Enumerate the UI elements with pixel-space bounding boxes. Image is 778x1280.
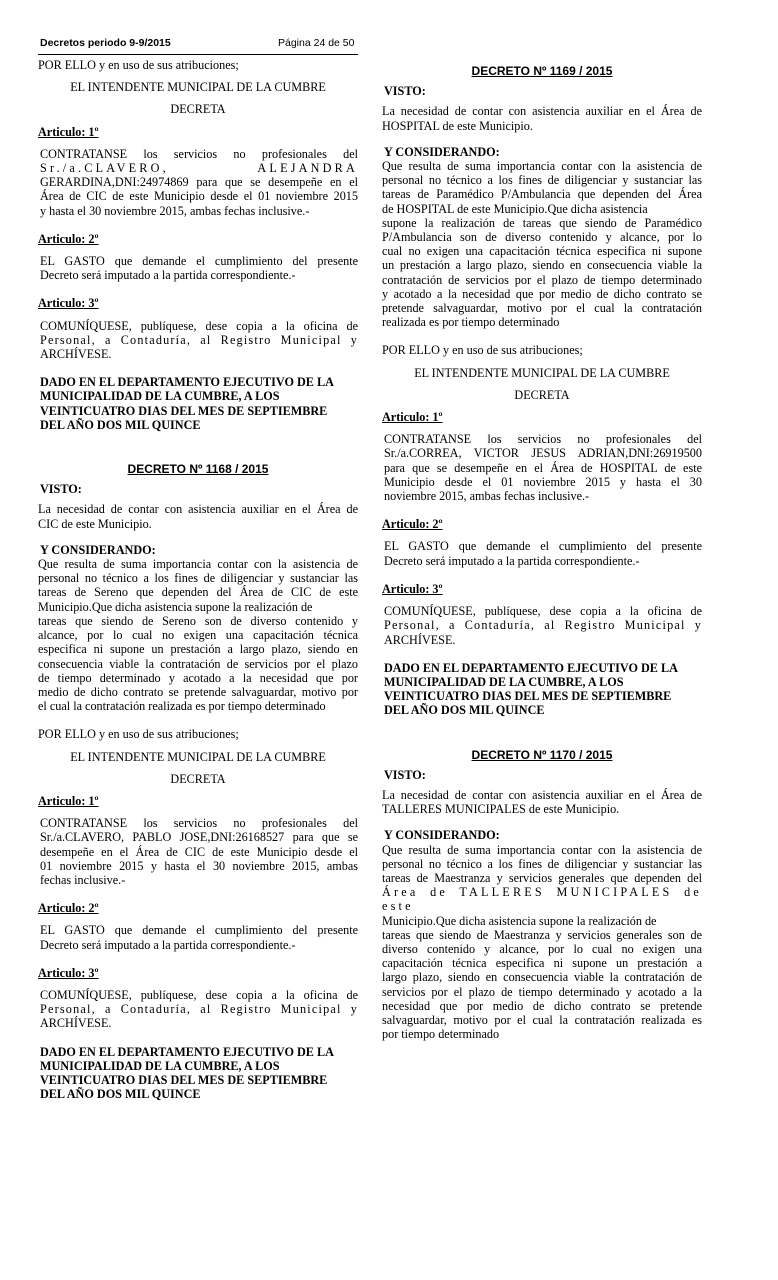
text-line: La necesidad de contar con asistencia auxiliar en el Área de (382, 787, 702, 802)
text-line: COMUNÍQUESE, publíquese, dese copia a la oficina de (40, 318, 358, 333)
closing-line: DEL AÑO DOS MIL QUINCE (40, 417, 201, 432)
text-line: La necesidad de contar con asistencia auxiliar en el Área de (382, 104, 702, 119)
text-line: CONTRATANSE los servicios no profesionales del (40, 816, 358, 831)
decreto-1168-title: DECRETO Nº 1168 / 2015 (127, 462, 269, 477)
text-line: el cual la contratación realizada es por tiempo determinado (38, 699, 326, 714)
article-3-body (38, 988, 358, 1031)
text-line: de HOSPITAL de este Municipio.Que dicha asistencia (382, 201, 648, 216)
page-header (38, 36, 358, 55)
closing-block (382, 661, 702, 718)
text-line: fechas inclusive.- (40, 872, 126, 887)
por-ello-text: POR ELLO y en uso de sus atribuciones; (38, 58, 239, 72)
visto-heading: VISTO: (384, 767, 426, 782)
right-column (382, 64, 702, 1041)
closing-line: VEINTICUATRO DIAS DEL MES DE SEPTIEMBRE (40, 403, 328, 418)
text-line: EL GASTO que demande el cumplimiento del presente (40, 923, 358, 938)
text-line: salvaguardar, motivo por el cual la contratación realizada es (382, 1012, 702, 1027)
visto-heading: VISTO: (384, 84, 426, 99)
decreta-text: DECRETA (170, 102, 226, 117)
text-line: Sr./a.CLAVERO, PABLO JOSE,DNI:26168527 para que se (40, 830, 358, 845)
intendente-text: EL INTENDENTE MUNICIPAL DE LA CUMBRE (414, 365, 670, 380)
decreta-text: DECRETA (514, 387, 570, 402)
text-line: y acotado a la necesidad que por medio de dicho contrato se (382, 286, 702, 301)
decreto-1170-title: DECRETO Nº 1170 / 2015 (471, 747, 613, 762)
closing-line: MUNICIPALIDAD DE LA CUMBRE, A LOS (40, 1058, 280, 1073)
visto-body (382, 788, 702, 816)
text-line: Decreto será imputado a la partida correspondiente.- (384, 553, 640, 568)
visto-body (38, 502, 358, 530)
article-1-body (38, 147, 358, 218)
closing-line: VEINTICUATRO DIAS DEL MES DE SEPTIEMBRE (40, 1072, 328, 1087)
text-line: de tiempo determinado y acotado a la necesidad que por (38, 670, 358, 685)
article-2-heading: Articulo: 2º (382, 517, 443, 532)
closing-line: MUNICIPALIDAD DE LA CUMBRE, A LOS (384, 674, 624, 689)
closing-block (38, 1045, 358, 1102)
article-2-body (38, 254, 358, 282)
left-column (38, 58, 358, 1101)
text-line: servicios por el plazo de tiempo determinado y acotado a la (382, 984, 702, 999)
article-1-body (38, 816, 358, 887)
text-line: contratación de servicios por el plazo de tiempo determinado (382, 272, 702, 287)
text-line: Que resulta de suma importancia contar con la asistencia de (38, 557, 358, 572)
text-line: COMUNÍQUESE, publíquese, dese copia a la oficina de (384, 604, 702, 619)
considerando-body (38, 557, 358, 713)
por-ello-text: POR ELLO y en uso de sus atribuciones; (382, 343, 583, 358)
text-line: capacitación técnica especifica ni supone un prestación a (382, 956, 702, 971)
text-line: Personal, a Contaduría, al Registro Municipal y (384, 618, 702, 633)
text-line: supone la realización de tareas que siendo de Paramédico (382, 215, 702, 230)
article-2-body (382, 539, 702, 567)
text-line: noviembre 2015, ambas fechas inclusive.- (384, 489, 590, 504)
decreto-1169-title: DECRETO Nº 1169 / 2015 (471, 64, 613, 78)
text-line: P/Ambulancia son de diverso contenido y alcance, por lo (382, 230, 702, 245)
closing-line: DEL AÑO DOS MIL QUINCE (40, 1087, 201, 1102)
text-line: CONTRATANSE los servicios no profesionales del (40, 146, 358, 161)
text-line: personal no técnico a los fines de diligenciar y sustanciar las (382, 173, 702, 188)
article-3-heading: Articulo: 3º (38, 965, 99, 980)
text-line: especifica ni supone un prestación a largo plazo, siendo en (38, 642, 358, 657)
text-line: Área de TALLERES MUNICIPALES de este (382, 885, 702, 914)
text-line: Que resulta de suma importancia contar con la asistencia de (382, 159, 702, 174)
article-3-body (382, 604, 702, 647)
text-line: realizada es por tiempo determinado (382, 315, 560, 330)
text-line: Personal, a Contaduría, al Registro Municipal y (40, 332, 358, 347)
text-line: pretende salvaguardar, motivo por el cual la contratación (382, 301, 702, 316)
text-line: personal no técnico a los fines de diligenciar y sustanciar las (38, 571, 358, 586)
closing-line: DEL AÑO DOS MIL QUINCE (384, 703, 545, 718)
text-line: Decreto será imputado a la partida correspondiente.- (40, 268, 296, 283)
text-line: alcance, por lo cual no exigen una capacitación técnica (38, 628, 358, 643)
closing-line: MUNICIPALIDAD DE LA CUMBRE, A LOS (40, 389, 280, 404)
text-line: Sr./a.CLAVERO, ALEJANDRA (40, 161, 358, 176)
text-line: diverso contenido y alcance, por lo cual no exigen una (382, 941, 702, 956)
text-line: EL GASTO que demande el cumplimiento del presente (40, 254, 358, 269)
text-line: TALLERES MUNICIPALES de este Municipio. (382, 802, 620, 817)
text-line: personal no técnico a los fines de diligenciar y sustanciar las (382, 856, 702, 871)
article-1-heading: Articulo: 1º (38, 124, 99, 139)
article-2-body (38, 923, 358, 951)
considerando-heading: Y CONSIDERANDO: (40, 542, 156, 557)
article-1-heading: Articulo: 1º (382, 410, 443, 425)
text-line: y hasta el 30 noviembre 2015, ambas fechas inclusive.- (40, 203, 310, 218)
intendente-text: EL INTENDENTE MUNICIPAL DE LA CUMBRE (70, 80, 326, 95)
article-2-heading: Articulo: 2º (38, 901, 99, 916)
text-line: tareas de Sereno que dependen del Área de CIC de este (38, 585, 358, 600)
closing-line: DADO EN EL DEPARTAMENTO EJECUTIVO DE LA (40, 375, 334, 390)
article-1-heading: Articulo: 1º (38, 793, 99, 808)
text-line: consecuencia viable la contratación de servicios por el plazo (38, 656, 358, 671)
text-line: largo plazo, siendo en consecuencia viable la contratación de (382, 970, 702, 985)
text-line: medio de dicho contrato se pretende salvaguardar, motivo por (38, 684, 358, 699)
text-line: desempeñe en el Área de CIC de este Municipio desde el (40, 844, 358, 859)
text-line: Sr./a.CORREA, VICTOR JESUS ADRIAN,DNI:26919500 (384, 446, 702, 461)
text-line: COMUNÍQUESE, publíquese, dese copia a la oficina de (40, 987, 358, 1002)
text-line: ARCHÍVESE. (384, 632, 456, 647)
text-line: CIC de este Municipio. (38, 516, 152, 531)
closing-block (38, 375, 358, 432)
text-line: tareas que siendo de Sereno son de diverso contenido y (38, 613, 358, 628)
text-line: EL GASTO que demande el cumplimiento del presente (384, 539, 702, 554)
text-line: GERARDINA,DNI:24974869 para que se desempeñe en el (40, 175, 358, 190)
text-line: HOSPITAL de este Municipio. (382, 118, 533, 133)
article-3-heading: Articulo: 3º (382, 581, 443, 596)
text-line: Municipio desde el 01 noviembre 2015 y hasta el 30 (384, 474, 702, 489)
text-line: tareas que siendo de Maestranza y servicios generales son de (382, 927, 702, 942)
text-line: tareas de Maestranza y servicios generales que dependen del (382, 870, 702, 885)
header-title: Decretos periodo 9-9/2015 (40, 37, 171, 49)
considerando-heading: Y CONSIDERANDO: (384, 828, 500, 843)
article-1-body (382, 432, 702, 503)
closing-line: DADO EN EL DEPARTAMENTO EJECUTIVO DE LA (40, 1044, 334, 1059)
text-line: ARCHÍVESE. (40, 1016, 112, 1031)
closing-line: VEINTICUATRO DIAS DEL MES DE SEPTIEMBRE (384, 689, 672, 704)
text-line: ARCHÍVESE. (40, 347, 112, 362)
visto-body (382, 104, 702, 132)
text-line: por tiempo determinado (382, 1027, 500, 1042)
text-line: Decreto será imputado a la partida correspondiente.- (40, 937, 296, 952)
article-3-heading: Articulo: 3º (38, 296, 99, 311)
por-ello-text: POR ELLO y en uso de sus atribuciones; (38, 727, 239, 742)
text-line: Área de CIC de este Municipio desde el 01 noviembre 2015 (40, 189, 358, 204)
text-line: para que se desempeñe en el Área de HOSPITAL de este (384, 460, 702, 475)
page-number: Página 24 de 50 (278, 37, 355, 49)
article-3-body (38, 319, 358, 362)
considerando-heading: Y CONSIDERANDO: (384, 144, 500, 159)
closing-line: DADO EN EL DEPARTAMENTO EJECUTIVO DE LA (384, 660, 678, 675)
text-line: Que resulta de suma importancia contar con la asistencia de (382, 842, 702, 857)
article-2-heading: Articulo: 2º (38, 231, 99, 246)
considerando-body (382, 159, 702, 329)
text-line: CONTRATANSE los servicios no profesionales del (384, 432, 702, 447)
text-line: 01 noviembre 2015 y hasta el 30 noviembre 2015, ambas (40, 858, 358, 873)
intendente-text: EL INTENDENTE MUNICIPAL DE LA CUMBRE (70, 749, 326, 764)
text-line: La necesidad de contar con asistencia auxiliar en el Área de (38, 502, 358, 517)
text-line: cual no exigen una capacitación técnica especifica ni supone (382, 244, 702, 259)
decreta-text: DECRETA (170, 771, 226, 786)
text-line: Municipio.Que dicha asistencia supone la realización de (382, 913, 657, 928)
text-line: Personal, a Contaduría, al Registro Municipal y (40, 1002, 358, 1017)
text-line: necesidad que por medio de dicho contrato se pretende (382, 998, 702, 1013)
considerando-body (382, 843, 702, 1042)
visto-heading: VISTO: (40, 482, 82, 497)
text-line: Municipio.Que dicha asistencia supone la realización de (38, 599, 313, 614)
text-line: un prestación a largo plazo, siendo en consecuencia viable la (382, 258, 702, 273)
text-line: tareas de Paramédico P/Ambulancia que dependen del Área (382, 187, 702, 202)
